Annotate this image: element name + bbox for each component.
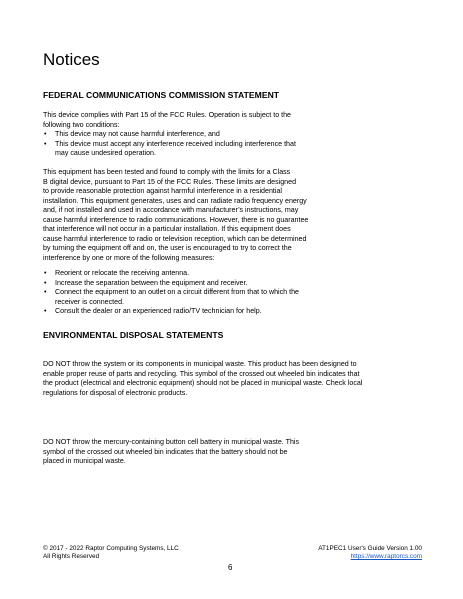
footer-guide-version: AT1PEC1 User's Guide Version 1.00 (318, 545, 422, 552)
list-item (43, 130, 423, 140)
text-line: This equipment has been tested and found to comply with the limits for a Class (43, 168, 291, 176)
footer-copyright: © 2017 - 2022 Raptor Computing Systems, LLC (43, 545, 179, 552)
list-item (43, 307, 423, 317)
environmental-paragraph-battery (43, 438, 423, 467)
fcc-heading: FEDERAL COMMUNICATIONS COMMISSION STATEMENT (43, 90, 280, 100)
text-line: symbol of the crossed out wheeled bin indicates that the battery should not be (43, 447, 288, 456)
list-item (43, 140, 423, 159)
bullet-icon: • (44, 307, 47, 316)
text-line: that interference will not occur in a particular installation. If this equipment does (43, 225, 291, 234)
footer-right (318, 545, 422, 561)
fcc-conditions-list (43, 130, 423, 159)
text-line: B digital device, pursuant to Part 15 of the FCC Rules. These limits are designed (43, 177, 297, 186)
list-item (43, 288, 423, 307)
text-line: may cause undesired operation. (55, 149, 156, 158)
bullet-icon: • (44, 130, 47, 138)
page-title: Notices (43, 50, 100, 69)
footer-rights: All Rights Reserved (43, 553, 100, 560)
fcc-measures-list (43, 269, 423, 317)
text-line: regulations for disposal of electronic products. (43, 388, 188, 397)
text-line: Increase the separation between the equipment and receiver. (55, 278, 248, 287)
text-line: This device may not cause harmful interference, and (55, 130, 220, 138)
text-line: following two conditions: (43, 120, 120, 129)
environmental-paragraph-system (43, 360, 423, 398)
text-line: and, if not installed and used in accordance with manufacturer’s instructions, may (43, 206, 299, 215)
footer-left (43, 545, 179, 561)
environmental-heading: ENVIRONMENTAL DISPOSAL STATEMENTS (43, 330, 224, 340)
fcc-body (43, 168, 423, 263)
page-number: 6 (228, 563, 233, 572)
bullet-icon: • (44, 269, 47, 277)
text-line: This device must accept any interference received including interference that (55, 139, 296, 148)
text-line: interference by one or more of the following measures: (43, 253, 215, 262)
list-item (43, 279, 423, 289)
text-line: Reorient or relocate the receiving antenna. (55, 269, 190, 277)
text-line: the product (electrical and electronic equipment) should not be placed in municipal waste. Check local (43, 379, 363, 388)
text-line: to provide reasonable protection against harmful interference in a residential (43, 187, 282, 196)
bullet-icon: • (44, 288, 47, 297)
fcc-intro (43, 111, 423, 130)
text-line: Consult the dealer or an experienced radio/TV technician for help. (55, 307, 262, 316)
text-line: enable proper reuse of parts and recycling. This symbol of the crossed out wheeled bin indicates that (43, 369, 360, 378)
bullet-icon: • (44, 278, 47, 287)
text-line: cause harmful interference to radio communications. However, there is no guarantee (43, 215, 309, 224)
text-line: receiver is connected. (55, 297, 125, 306)
text-line: DO NOT throw the system or its components in municipal waste. This product has been designed to (43, 360, 357, 368)
text-line: by turning the equipment off and on, the user is encouraged to try to correct the (43, 244, 292, 253)
text-line: cause harmful interference to radio or television reception, which can be determined (43, 234, 307, 243)
list-item (43, 269, 423, 279)
text-line: DO NOT throw the mercury-containing button cell battery in municipal waste. This (43, 438, 300, 446)
text-line: placed in municipal waste. (43, 457, 126, 466)
footer-website-link[interactable]: https://www.raptorcs.com (350, 553, 422, 560)
text-line: installation. This equipment generates, uses and can radiate radio frequency energy (43, 196, 307, 205)
bullet-icon: • (44, 139, 47, 148)
text-line: Connect the equipment to an outlet on a circuit different from that to which the (55, 288, 299, 297)
text-line: This device complies with Part 15 of the FCC Rules. Operation is subject to the (43, 111, 291, 119)
